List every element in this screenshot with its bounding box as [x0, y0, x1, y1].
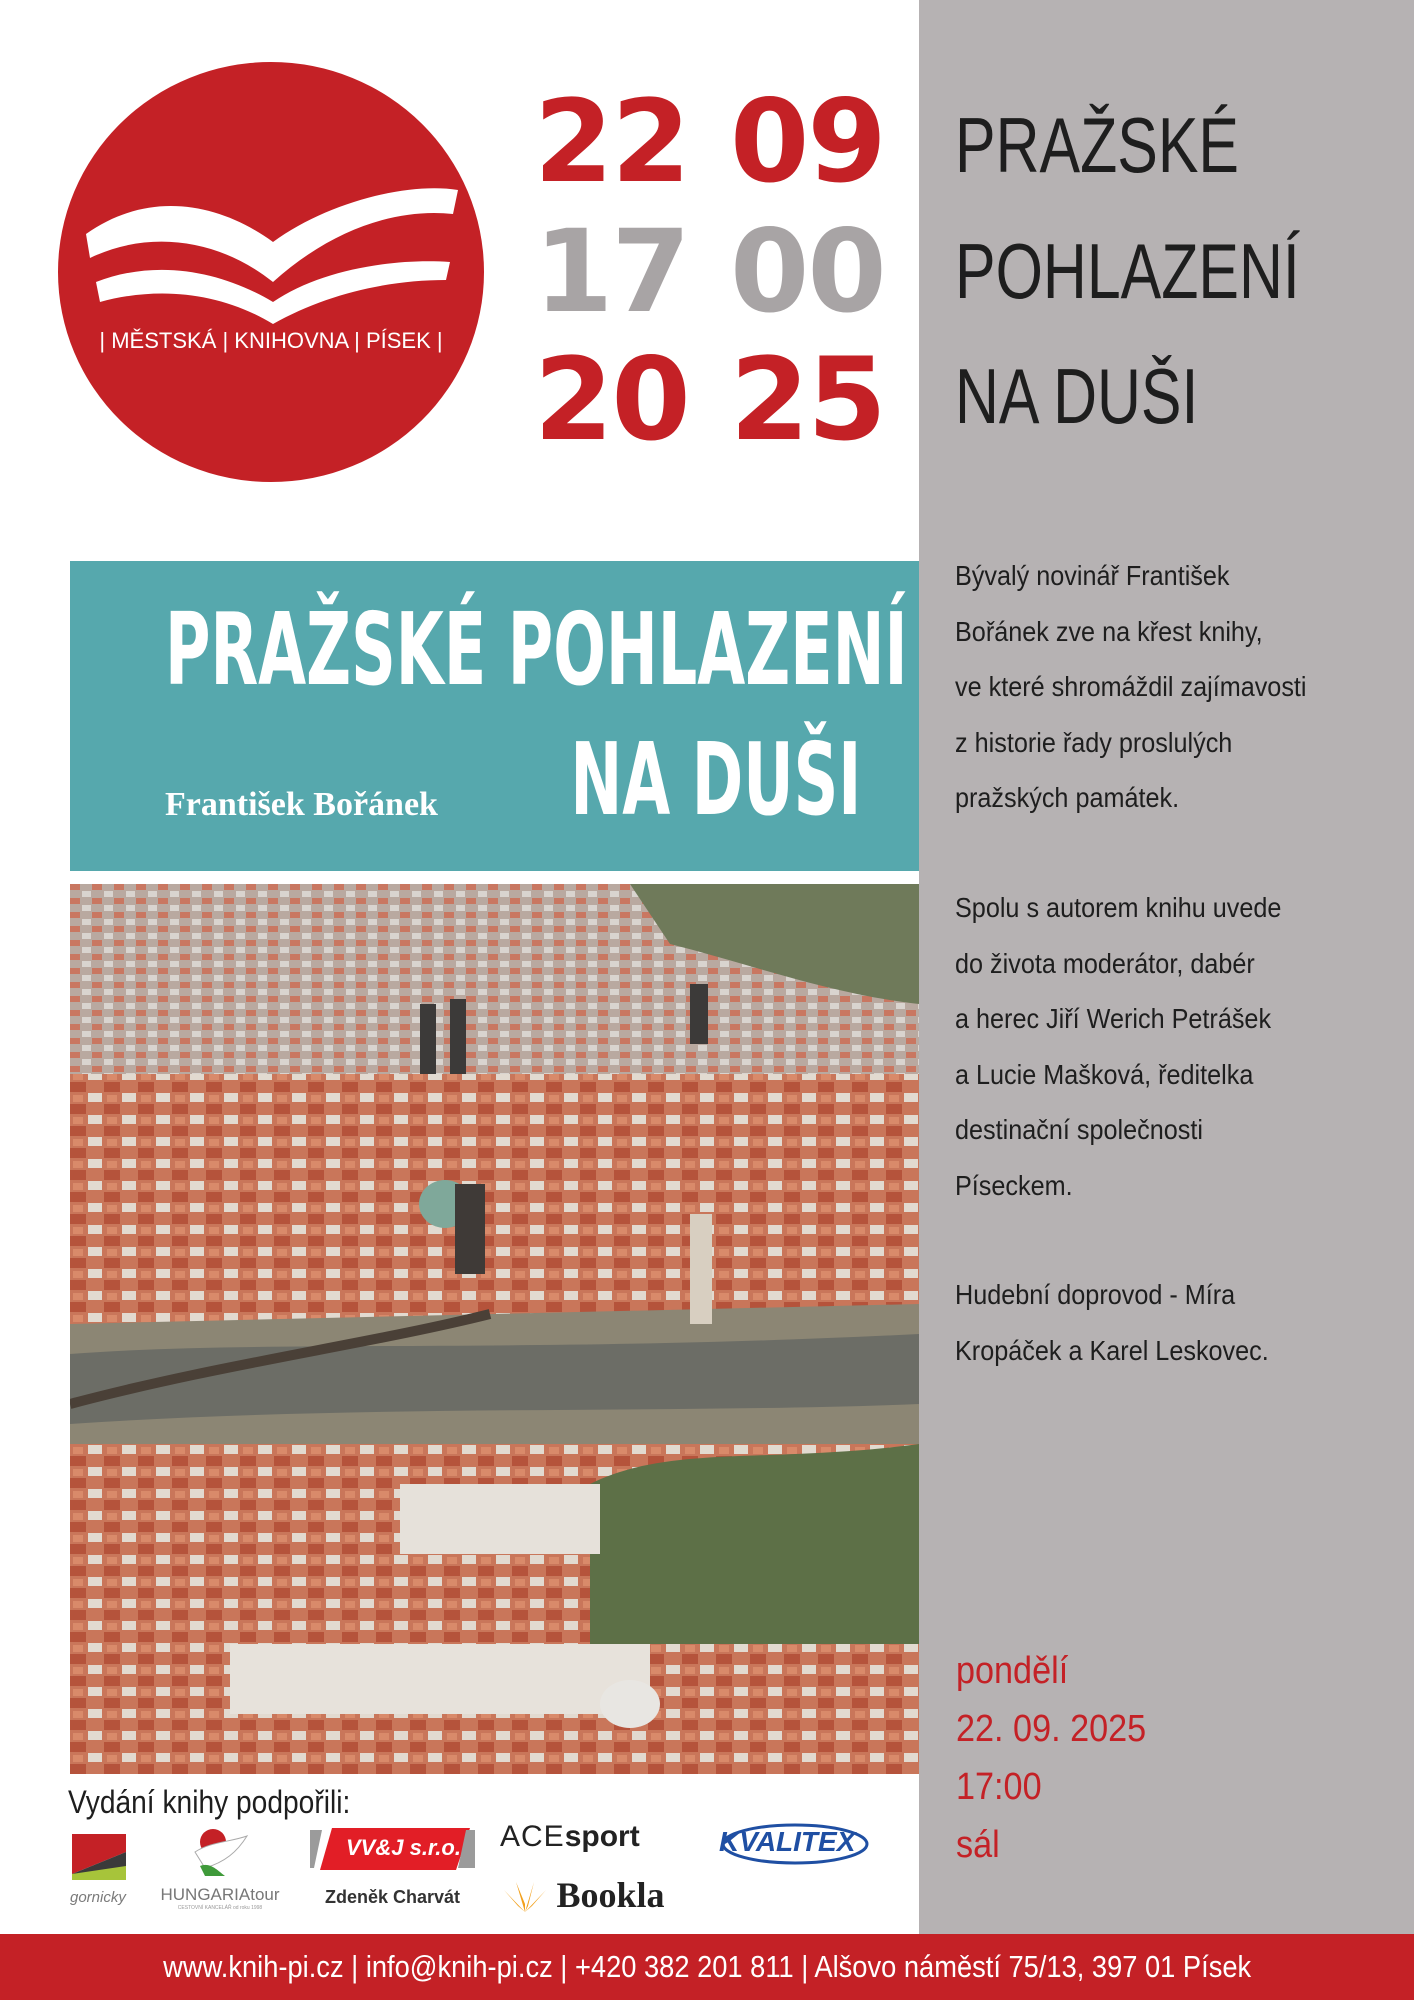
description-paragraph-3 — [955, 1267, 1395, 1378]
acesport-logo — [500, 1820, 640, 1854]
cover-title-line-1: PRAŽSKÉ POHLAZENÍ — [165, 591, 908, 708]
gornicky-logo — [70, 1832, 128, 1912]
cityscape-illustration — [70, 884, 919, 1774]
sponsors-label: Vydání knihy podpořili: — [68, 1784, 351, 1820]
hungariatour-dove-icon — [155, 1822, 285, 1880]
gornicky-flag-icon — [70, 1832, 128, 1882]
description-line: Kropáček a Karel Leskovec. — [955, 1334, 1269, 1366]
gornicky-text: gornicky — [70, 1889, 126, 1906]
bookla-logo — [498, 1874, 665, 1916]
heading-line-3: NA DUŠI — [955, 352, 1199, 440]
description-line: a herec Jiří Werich Petrášek — [955, 1003, 1272, 1034]
book-logo-icon — [58, 62, 484, 482]
description-paragraph-2 — [955, 880, 1395, 1213]
hungariatour-tagline: CESTOVNÍ KANCELÁŘ od roku 1998 — [177, 1905, 263, 1911]
acesport-sport: sport — [564, 1820, 640, 1853]
prague-cityscape-photo — [70, 884, 919, 1774]
description-line: Bývalý novinář František — [955, 560, 1230, 591]
date-month: 09 — [730, 75, 885, 208]
bookla-sun-icon — [498, 1876, 552, 1914]
description-line: Píseckem. — [955, 1169, 1073, 1201]
heading-line-1: PRAŽSKÉ — [955, 101, 1240, 189]
vvj-person: Zdeněk Charvát — [324, 1887, 461, 1907]
description-line: ve které shromáždil zajímavosti — [955, 671, 1307, 702]
acesport-ace: ACE — [500, 1820, 565, 1853]
kvalitex-wordmark — [719, 1826, 855, 1858]
hungariatour-logo — [155, 1822, 285, 1912]
event-place: sál — [956, 1824, 1000, 1866]
year-second-half: 25 — [730, 333, 885, 466]
description-line: z historie řady proslulých — [955, 726, 1233, 758]
description-line: Spolu s autorem knihu uvede — [955, 892, 1282, 923]
footer-bar — [0, 1934, 1414, 2000]
date-day: 22 — [534, 75, 689, 208]
kvalitex-part-a: KVALI — [719, 1826, 801, 1857]
time-minute: 00 — [730, 205, 885, 338]
event-date: 22. 09. 2025 — [956, 1708, 1147, 1750]
cover-author: František Bořánek — [165, 786, 438, 823]
hungariatour-name: HUNGARIAtour — [160, 1885, 280, 1904]
kvalitex-logo — [715, 1818, 870, 1870]
bookla-text: Bookla — [556, 1875, 665, 1915]
footer-contact — [0, 1934, 1414, 2000]
description-paragraph-1 — [955, 548, 1395, 826]
description-line: do života moderátor, dabér — [955, 947, 1255, 979]
event-time: 17:00 — [956, 1766, 1042, 1808]
description-line: Hudební doprovod - Míra — [955, 1279, 1236, 1310]
heading-line-2: POHLAZENÍ — [955, 227, 1300, 315]
description-line: a Lucie Mašková, ředitelka — [955, 1058, 1254, 1090]
cover-title-line-2: NA DUŠI — [570, 721, 861, 838]
logo-text: | MĚSTSKÁ | KNIHOVNA | PÍSEK | — [99, 328, 443, 353]
vvj-logo — [310, 1826, 475, 1916]
time-hour: 17 — [534, 205, 689, 338]
vvj-text: VV&J s.r.o. — [346, 1835, 461, 1860]
kvalitex-part-b: TEX — [800, 1826, 856, 1857]
description-line: destinační společnosti — [955, 1114, 1203, 1145]
year-first-half: 20 — [534, 333, 689, 466]
description-line: pražských památek. — [955, 782, 1180, 813]
library-logo — [58, 62, 484, 482]
footer-contact-text: www.knih-pi.cz | info@knih-pi.cz | +420 382 201 811 | Alšovo náměstí 75/13, 397 01 Písek — [163, 1949, 1251, 1984]
description-line: Bořánek zve na křest knihy, — [955, 615, 1263, 647]
event-day: pondělí — [956, 1650, 1069, 1692]
